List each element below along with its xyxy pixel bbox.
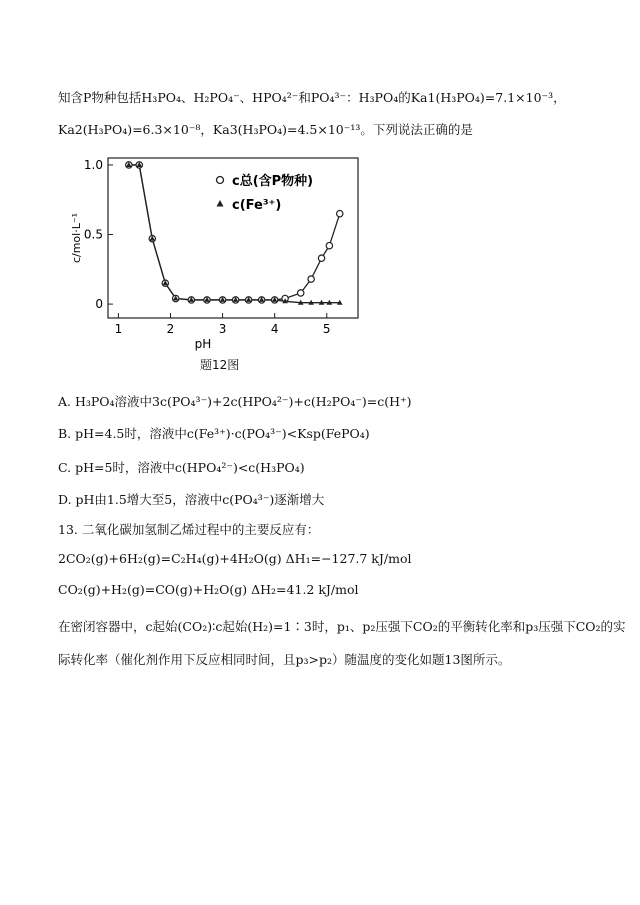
q13-text-1: 在密闭容器中，c起始(CO₂)∶c起始(H₂)=1∶3时，p₁、p₂压强下CO₂的平衡转化率和p₃压强下CO₂的实 [58,619,626,634]
x-axis-label: pH [194,337,212,351]
option-d: D. pH由1.5增大至5，溶液中c(PO₄³⁻)逐渐增大 [58,492,325,507]
y-axis-label: c/mol·L⁻¹ [70,212,83,264]
option-a: A. H₃PO₄溶液中3c(PO₄³⁻)+2c(HPO₄²⁻)+c(H₂PO₄⁻)=c(H⁺) [58,394,412,409]
point-ctotal-16 [326,242,332,248]
option-c: C. pH=5时，溶液中c(HPO₄²⁻)<c(H₃PO₄) [58,460,305,475]
figure-caption: 题12图 [200,358,240,372]
x-tick-label-1: 1 [114,322,123,336]
point-ctotal-17 [337,210,343,216]
q13-equation-2: CO₂(g)+H₂(g)=CO(g)+H₂O(g) ΔH₂=41.2 kJ/mol [58,582,359,597]
x-tick-label-2: 2 [166,322,175,336]
y-tick-label-2: 1.0 [83,157,103,172]
phosphate-iron-chart [68,150,368,355]
legend-marker-ctotal [217,177,224,184]
legend-marker-fe3 [217,200,224,207]
x-tick-label-5: 5 [322,322,331,336]
point-ctotal-15 [318,255,324,261]
y-tick-label-0: 0 [95,297,103,312]
legend-label-ctotal: c总(含P物种) [232,174,314,189]
x-tick-label-3: 3 [218,322,227,336]
point-ctotal-14 [308,276,314,282]
legend-label-fe3: c(Fe³⁺) [232,198,282,213]
intro-line-1: 知含P物种包括H₃PO₄、H₂PO₄⁻、HPO₄²⁻和PO₄³⁻：H₃PO₄的Ka1(H₃PO₄)=7.1×10⁻³， [58,90,566,105]
q13-title: 13. 二氧化碳加氢制乙烯过程中的主要反应有： [58,522,320,537]
point-ctotal-13 [298,290,304,296]
q13-text-2: 际转化率（催化剂作用下反应相同时间，且p₃>p₂）随温度的变化如题13图所示。 [58,652,511,667]
intro-line-2: Ka2(H₃PO₄)=6.3×10⁻⁸，Ka3(H₃PO₄)=4.5×10⁻¹³。下列说法正确的是 [58,122,473,137]
q13-equation-1: 2CO₂(g)+6H₂(g)=C₂H₄(g)+4H₂O(g) ΔH₁=−127.7 kJ/mol [58,551,412,566]
y-tick-label-1: 0.5 [83,227,103,242]
option-b: B. pH=4.5时，溶液中c(Fe³⁺)·c(PO₄³⁻)<Ksp(FePO₄) [58,426,370,441]
x-tick-label-4: 4 [270,322,279,336]
